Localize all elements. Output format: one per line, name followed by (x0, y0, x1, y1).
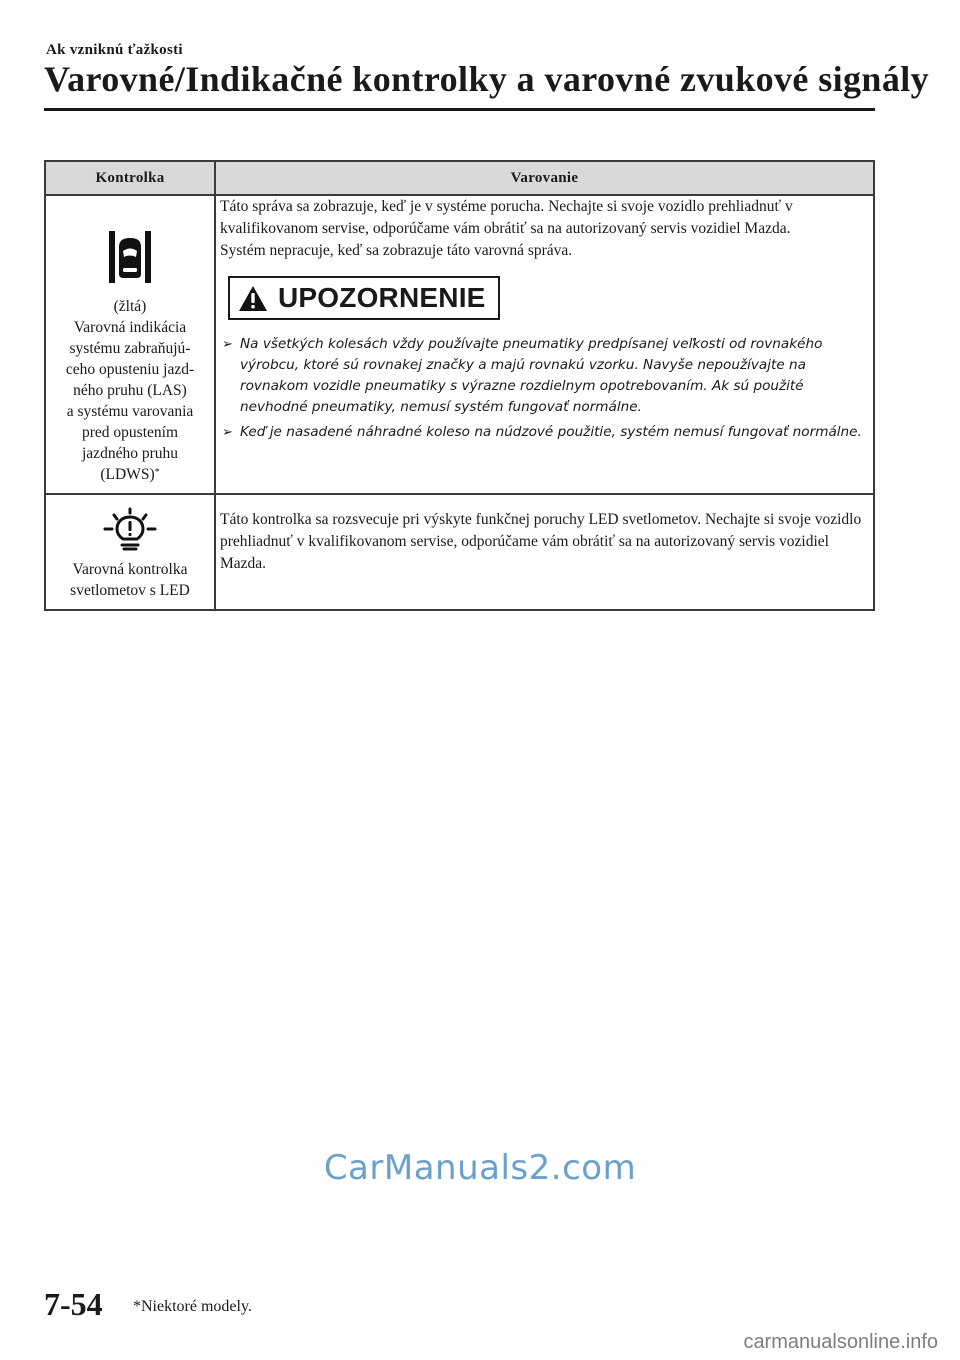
warning-lights-table (44, 160, 875, 611)
caution-item: ➢ Na všetkých kolesách vždy používajte pneumatiky predpísanej veľkosti od rovnakého výrobcu, ktoré sú rovnakej značky a majú rovnakú vzorku. Navyše nepoužívajte na rovnakom vozidle pneumatiky s výrazne rozdielnym opotrebovaním. Ak sú použité nevhodné pneumatiky, nemusí systém fungovať normálne. (222, 336, 823, 415)
warning-paragraph: Táto správa sa zobrazuje, keď je v systéme porucha. Nechajte si svoje vozidlo prehliadnuť v kvalifikovanom servise, odporúčame vám obrátiť sa na autorizovaný servis vozidiel Mazda. (220, 198, 793, 237)
site-watermark: carmanualsonline.info (743, 1331, 938, 1353)
table-header-row (45, 161, 874, 195)
warning-paragraph: Systém nepracuje, keď sa zobrazuje táto varovná správa. (220, 242, 573, 259)
page-title: Varovné/Indikačné kontrolky a varovné zvukové signály (44, 59, 930, 99)
table-row (45, 494, 874, 610)
caution-list (220, 334, 867, 443)
indicator-cell (45, 494, 215, 610)
column-header-warning: Varovanie (215, 161, 874, 195)
arrow-bullet-icon: ➢ (222, 425, 233, 440)
warning-triangle-icon (238, 285, 268, 312)
table-row (45, 195, 874, 494)
caution-label: UPOZORNENIE (278, 282, 486, 313)
column-header-indicator: Kontrolka (45, 161, 215, 195)
led-headlight-warning-icon (102, 507, 158, 551)
indicator-cell (45, 195, 215, 494)
arrow-bullet-icon: ➢ (222, 337, 233, 352)
caution-box (228, 276, 500, 320)
indicator-description: (žltá) Varovná indikácia systému zabraňujú- ceho opusteniu jazd- ného pruhu (LAS) a systému varovania pred opustením jazdného pruhu (LDWS)* (65, 298, 195, 483)
footnote-mark: * (154, 467, 160, 478)
indicator-description: Varovná kontrolka svetlometov s LED (70, 561, 190, 599)
section-label: Ak vzniknú ťažkosti (46, 42, 183, 58)
caution-item: ➢ Keď je nasadené náhradné koleso na núdzové použitie, systém nemusí fungovať normálne. (220, 422, 867, 443)
title-divider (44, 108, 875, 111)
watermark: CarManuals2.com (323, 1148, 637, 1188)
footnote: *Niektoré modely. (133, 1298, 252, 1315)
warning-cell (215, 195, 874, 494)
page-number: 7-54 (44, 1286, 103, 1322)
warning-paragraph: Táto kontrolka sa rozsvecuje pri výskyte funkčnej poruchy LED svetlometov. Nechajte si svoje vozidlo prehliadnuť v kvalifikovanom servise, odporúčame vám obrátiť sa na autorizovaný servis vozidiel Mazda. (220, 511, 862, 572)
warning-cell (215, 494, 874, 610)
lane-departure-warning-icon (108, 230, 152, 284)
